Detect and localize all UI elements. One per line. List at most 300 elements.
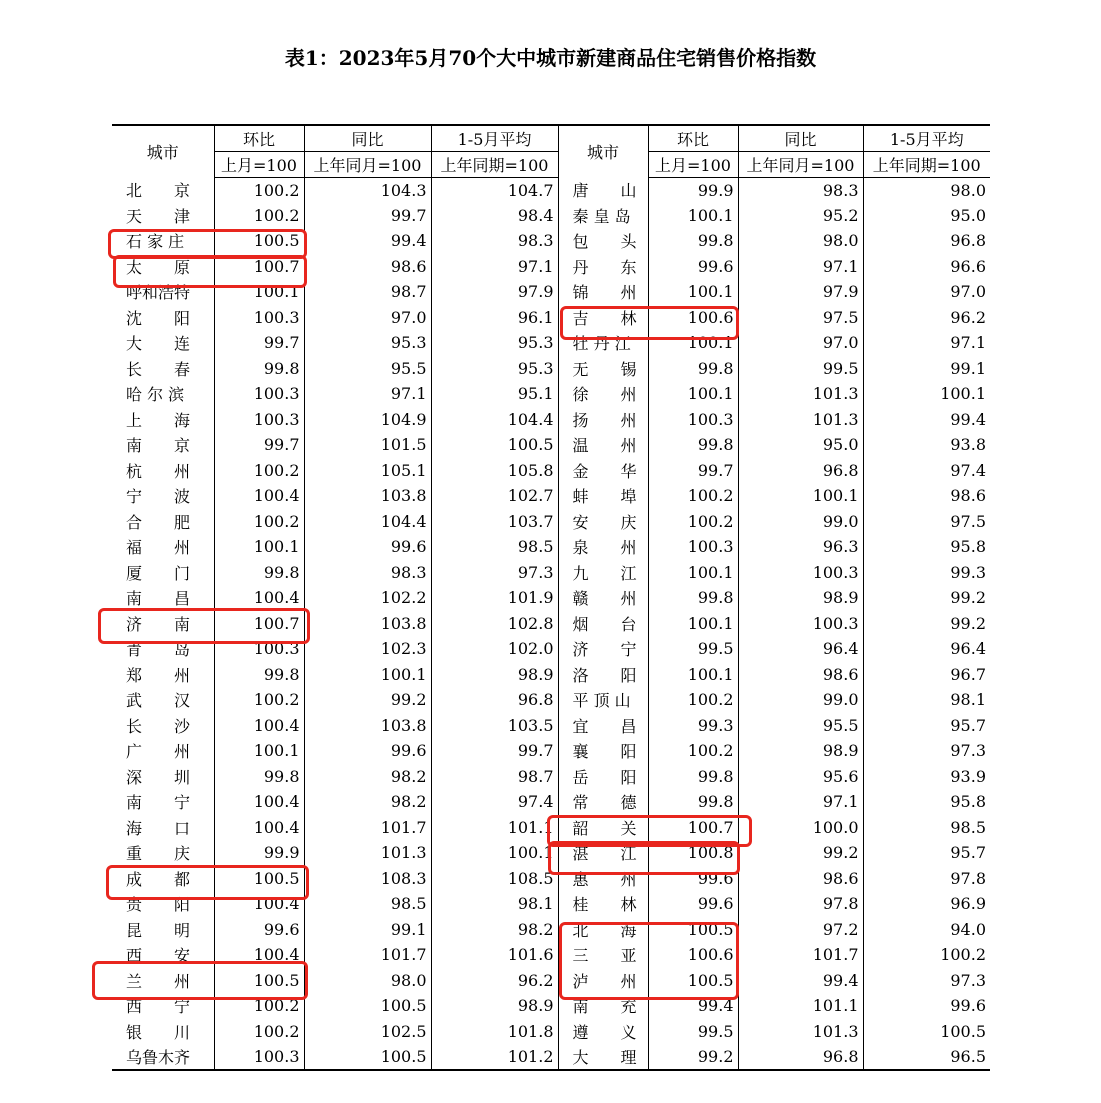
mom-cell: 99.4 — [648, 993, 738, 1019]
mom-cell: 99.8 — [648, 356, 738, 382]
table-row — [112, 381, 990, 407]
mom-cell: 100.1 — [648, 611, 738, 637]
yoy-cell: 100.0 — [738, 815, 863, 841]
city-cell: 宁 波 — [112, 483, 214, 509]
city-cell: 杭 州 — [112, 458, 214, 484]
avg-cell: 97.5 — [950, 511, 986, 531]
table-row — [112, 968, 990, 994]
avg-cell: 98.7 — [431, 764, 558, 790]
avg-cell: 97.3 — [431, 560, 558, 586]
avg-cell: 95.8 — [950, 537, 986, 557]
yoy-cell: 98.9 — [738, 585, 863, 611]
mom-cell: 100.6 — [648, 305, 738, 331]
table-row — [112, 687, 990, 713]
mom-cell: 99.5 — [648, 636, 738, 662]
table-row — [112, 738, 990, 764]
yoy-cell: 101.1 — [738, 993, 863, 1019]
mom-cell: 99.6 — [648, 254, 738, 280]
yoy-cell: 95.3 — [304, 330, 431, 356]
mom-cell: 100.1 — [214, 534, 304, 560]
mom-cell: 99.8 — [648, 432, 738, 458]
header-yoy-base: 上年同月=100 — [304, 151, 431, 177]
yoy-cell: 99.6 — [304, 738, 431, 764]
table-row — [112, 560, 990, 586]
table-row — [112, 611, 990, 637]
city-cell: 太 原 — [112, 254, 214, 280]
yoy-cell: 99.0 — [738, 687, 863, 713]
mom-cell: 100.5 — [214, 968, 304, 994]
mom-cell: 99.7 — [648, 458, 738, 484]
avg-cell: 95.3 — [431, 356, 558, 382]
avg-cell: 108.5 — [431, 866, 558, 892]
mom-cell: 99.3 — [648, 713, 738, 739]
city-cell: 青 岛 — [112, 636, 214, 662]
city-cell: 深 圳 — [112, 764, 214, 790]
city-cell: 南 充 — [558, 993, 648, 1019]
city-cell: 无 锡 — [558, 356, 648, 382]
yoy-cell: 101.7 — [304, 815, 431, 841]
yoy-cell: 100.1 — [304, 662, 431, 688]
avg-cell: 104.7 — [431, 177, 558, 203]
city-cell: 武 汉 — [112, 687, 214, 713]
table-row — [112, 789, 990, 815]
mom-cell: 100.2 — [214, 509, 304, 535]
yoy-cell: 99.4 — [738, 968, 863, 994]
table-row — [112, 1019, 990, 1045]
yoy-cell: 101.5 — [304, 432, 431, 458]
yoy-cell: 96.8 — [738, 1044, 863, 1070]
table-row — [112, 203, 990, 229]
yoy-cell: 98.6 — [738, 866, 863, 892]
avg-cell: 102.0 — [431, 636, 558, 662]
table-row — [112, 866, 990, 892]
avg-cell: 97.3 — [950, 970, 986, 990]
avg-cell: 96.7 — [950, 664, 986, 684]
mom-cell: 100.3 — [214, 305, 304, 331]
avg-cell: 95.3 — [431, 330, 558, 356]
mom-cell: 100.2 — [648, 687, 738, 713]
mom-cell: 100.4 — [214, 713, 304, 739]
city-cell: 重 庆 — [112, 840, 214, 866]
avg-cell: 97.1 — [950, 333, 986, 353]
yoy-cell: 97.1 — [738, 254, 863, 280]
city-cell: 哈 尔 滨 — [112, 381, 214, 407]
yoy-cell: 101.3 — [304, 840, 431, 866]
yoy-cell: 102.2 — [304, 585, 431, 611]
table-row — [112, 483, 990, 509]
city-cell: 泉 州 — [558, 534, 648, 560]
avg-cell: 98.1 — [431, 891, 558, 917]
avg-cell: 97.4 — [950, 460, 986, 480]
yoy-cell: 98.9 — [738, 738, 863, 764]
city-cell: 西 宁 — [112, 993, 214, 1019]
mom-cell: 100.2 — [648, 738, 738, 764]
avg-cell: 95.0 — [950, 205, 986, 225]
header-city-right: 城市 — [558, 125, 648, 177]
city-cell: 秦 皇 岛 — [558, 203, 648, 229]
city-cell: 南 京 — [112, 432, 214, 458]
mom-cell: 99.8 — [648, 789, 738, 815]
yoy-cell: 99.6 — [304, 534, 431, 560]
avg-cell: 100.2 — [940, 945, 986, 965]
avg-cell: 98.3 — [431, 228, 558, 254]
yoy-cell: 98.2 — [304, 764, 431, 790]
city-cell: 金 华 — [558, 458, 648, 484]
table-row — [112, 458, 990, 484]
table-row — [112, 917, 990, 943]
city-cell: 丹 东 — [558, 254, 648, 280]
table-row — [112, 228, 990, 254]
yoy-cell: 100.3 — [738, 560, 863, 586]
city-cell: 岳 阳 — [558, 764, 648, 790]
avg-cell: 97.3 — [950, 741, 986, 761]
city-cell: 包 头 — [558, 228, 648, 254]
yoy-cell: 98.3 — [738, 177, 863, 203]
mom-cell: 100.7 — [214, 254, 304, 280]
mom-cell: 99.2 — [648, 1044, 738, 1070]
yoy-cell: 98.2 — [304, 789, 431, 815]
table-row — [112, 840, 990, 866]
avg-cell: 97.9 — [431, 279, 558, 305]
avg-cell: 101.6 — [431, 942, 558, 968]
yoy-cell: 98.6 — [738, 662, 863, 688]
yoy-cell: 99.2 — [304, 687, 431, 713]
avg-cell: 99.2 — [950, 588, 986, 608]
avg-cell: 99.7 — [431, 738, 558, 764]
city-cell: 上 海 — [112, 407, 214, 433]
mom-cell: 100.4 — [214, 815, 304, 841]
yoy-cell: 97.5 — [738, 305, 863, 331]
mom-cell: 99.8 — [648, 228, 738, 254]
mom-cell: 100.5 — [214, 866, 304, 892]
city-cell: 长 沙 — [112, 713, 214, 739]
city-cell: 厦 门 — [112, 560, 214, 586]
city-cell: 福 州 — [112, 534, 214, 560]
yoy-cell: 97.1 — [738, 789, 863, 815]
avg-cell: 96.2 — [431, 968, 558, 994]
avg-cell: 101.9 — [431, 585, 558, 611]
yoy-cell: 101.3 — [738, 407, 863, 433]
avg-cell: 97.0 — [950, 282, 986, 302]
mom-cell: 100.3 — [648, 534, 738, 560]
mom-cell: 100.8 — [648, 840, 738, 866]
city-cell: 桂 林 — [558, 891, 648, 917]
city-cell: 沈 阳 — [112, 305, 214, 331]
yoy-cell: 100.5 — [304, 1044, 431, 1070]
avg-cell: 103.7 — [431, 509, 558, 535]
avg-cell: 98.9 — [431, 662, 558, 688]
mom-cell: 100.2 — [214, 687, 304, 713]
mom-cell: 100.2 — [648, 483, 738, 509]
city-cell: 韶 关 — [558, 815, 648, 841]
header-mom-base-right: 上月=100 — [648, 151, 738, 177]
mom-cell: 100.1 — [648, 560, 738, 586]
avg-cell: 95.7 — [950, 715, 986, 735]
mom-cell: 100.2 — [214, 203, 304, 229]
header-yoy-right: 同比 — [738, 125, 863, 151]
city-cell: 大 连 — [112, 330, 214, 356]
table-row — [112, 662, 990, 688]
city-cell: 北 海 — [558, 917, 648, 943]
city-cell: 昆 明 — [112, 917, 214, 943]
mom-cell: 100.3 — [214, 407, 304, 433]
avg-cell: 98.0 — [950, 180, 986, 200]
yoy-cell: 100.3 — [738, 611, 863, 637]
yoy-cell: 101.7 — [304, 942, 431, 968]
yoy-cell: 97.8 — [738, 891, 863, 917]
yoy-cell: 95.6 — [738, 764, 863, 790]
city-cell: 洛 阳 — [558, 662, 648, 688]
mom-cell: 99.8 — [214, 662, 304, 688]
table-row — [112, 254, 990, 280]
mom-cell: 100.4 — [214, 585, 304, 611]
yoy-cell: 103.8 — [304, 611, 431, 637]
city-cell: 安 庆 — [558, 509, 648, 535]
city-cell: 长 春 — [112, 356, 214, 382]
avg-cell: 100.5 — [940, 1021, 986, 1041]
table-row — [112, 356, 990, 382]
mom-cell: 100.2 — [214, 1019, 304, 1045]
yoy-cell: 97.0 — [738, 330, 863, 356]
avg-cell: 96.6 — [950, 256, 986, 276]
yoy-cell: 104.9 — [304, 407, 431, 433]
avg-cell: 100.1 — [431, 840, 558, 866]
city-cell: 惠 州 — [558, 866, 648, 892]
mom-cell: 99.8 — [214, 356, 304, 382]
city-cell: 北 京 — [112, 177, 214, 203]
city-cell: 常 德 — [558, 789, 648, 815]
city-cell: 徐 州 — [558, 381, 648, 407]
yoy-cell: 99.5 — [738, 356, 863, 382]
yoy-cell: 100.1 — [738, 483, 863, 509]
city-cell: 呼和浩特 — [112, 279, 214, 305]
avg-cell: 93.9 — [950, 766, 986, 786]
avg-cell: 97.1 — [431, 254, 558, 280]
page-title: 表1：2023年5月70个大中城市新建商品住宅销售价格指数 — [284, 46, 817, 70]
mom-cell: 100.1 — [648, 330, 738, 356]
yoy-cell: 95.2 — [738, 203, 863, 229]
mom-cell: 100.5 — [648, 917, 738, 943]
mom-cell: 100.4 — [214, 942, 304, 968]
yoy-cell: 98.5 — [304, 891, 431, 917]
mom-cell: 100.4 — [214, 891, 304, 917]
mom-cell: 100.1 — [214, 279, 304, 305]
city-cell: 石 家 庄 — [112, 228, 214, 254]
city-cell: 成 都 — [112, 866, 214, 892]
mom-cell: 99.8 — [214, 764, 304, 790]
mom-cell: 99.7 — [214, 432, 304, 458]
table-row — [112, 279, 990, 305]
city-cell: 济 宁 — [558, 636, 648, 662]
mom-cell: 100.1 — [648, 203, 738, 229]
city-cell: 锦 州 — [558, 279, 648, 305]
avg-cell: 98.4 — [431, 203, 558, 229]
mom-cell: 99.8 — [648, 585, 738, 611]
avg-cell: 97.4 — [431, 789, 558, 815]
mom-cell: 100.1 — [214, 738, 304, 764]
table-row — [112, 942, 990, 968]
city-cell: 西 安 — [112, 942, 214, 968]
yoy-cell: 97.2 — [738, 917, 863, 943]
city-cell: 南 宁 — [112, 789, 214, 815]
mom-cell: 100.5 — [214, 228, 304, 254]
city-cell: 九 江 — [558, 560, 648, 586]
avg-cell: 99.6 — [950, 996, 986, 1016]
city-cell: 南 昌 — [112, 585, 214, 611]
mom-cell: 99.6 — [648, 866, 738, 892]
yoy-cell: 98.3 — [304, 560, 431, 586]
avg-cell: 99.2 — [950, 613, 986, 633]
header-avg-base-right: 上年同期=100 — [863, 151, 990, 177]
yoy-cell: 104.4 — [304, 509, 431, 535]
city-cell: 赣 州 — [558, 585, 648, 611]
yoy-cell: 97.9 — [738, 279, 863, 305]
city-cell: 扬 州 — [558, 407, 648, 433]
city-cell: 银 川 — [112, 1019, 214, 1045]
city-cell: 蚌 埠 — [558, 483, 648, 509]
table-row — [112, 534, 990, 560]
avg-cell: 101.1 — [431, 815, 558, 841]
yoy-cell: 96.8 — [738, 458, 863, 484]
mom-cell: 100.2 — [648, 509, 738, 535]
yoy-cell: 103.8 — [304, 713, 431, 739]
city-cell: 宜 昌 — [558, 713, 648, 739]
mom-cell: 100.3 — [214, 1044, 304, 1070]
yoy-cell: 96.4 — [738, 636, 863, 662]
avg-cell: 96.5 — [863, 1044, 990, 1070]
table-row — [112, 764, 990, 790]
mom-cell: 100.4 — [214, 483, 304, 509]
mom-cell: 100.2 — [214, 177, 304, 203]
header-mom-right: 环比 — [648, 125, 738, 151]
city-cell: 温 州 — [558, 432, 648, 458]
city-cell: 湛 江 — [558, 840, 648, 866]
mom-cell: 100.5 — [648, 968, 738, 994]
avg-cell: 93.8 — [950, 435, 986, 455]
yoy-cell: 98.0 — [304, 968, 431, 994]
avg-cell: 100.1 — [940, 384, 986, 404]
yoy-cell: 99.1 — [304, 917, 431, 943]
table-row — [112, 432, 990, 458]
city-cell: 牡 丹 江 — [558, 330, 648, 356]
mom-cell: 100.7 — [648, 815, 738, 841]
header-city: 城市 — [112, 125, 214, 177]
city-cell: 吉 林 — [558, 305, 648, 331]
table-row — [112, 509, 990, 535]
avg-cell: 96.8 — [950, 231, 986, 251]
mom-cell: 100.7 — [214, 611, 304, 637]
avg-cell: 96.9 — [950, 894, 986, 914]
mom-cell: 99.8 — [648, 764, 738, 790]
avg-cell: 99.3 — [950, 562, 986, 582]
mom-cell: 100.4 — [214, 789, 304, 815]
city-cell: 贵 阳 — [112, 891, 214, 917]
mom-cell: 100.3 — [214, 636, 304, 662]
yoy-cell: 101.3 — [738, 381, 863, 407]
city-cell: 乌鲁木齐 — [112, 1044, 214, 1070]
mom-cell: 100.1 — [648, 662, 738, 688]
avg-cell: 99.4 — [950, 409, 986, 429]
mom-cell: 100.2 — [214, 993, 304, 1019]
city-cell: 遵 义 — [558, 1019, 648, 1045]
avg-cell: 103.5 — [431, 713, 558, 739]
header-avg-right: 1-5月平均 — [863, 125, 990, 151]
city-cell: 海 口 — [112, 815, 214, 841]
mom-cell: 99.8 — [214, 560, 304, 586]
mom-cell: 100.2 — [214, 458, 304, 484]
table-row — [112, 330, 990, 356]
avg-cell: 96.8 — [431, 687, 558, 713]
avg-cell: 99.1 — [950, 358, 986, 378]
avg-cell: 96.4 — [950, 639, 986, 659]
avg-cell: 95.8 — [950, 792, 986, 812]
table-row — [112, 407, 990, 433]
mom-cell: 100.1 — [648, 381, 738, 407]
avg-cell: 101.8 — [431, 1019, 558, 1045]
avg-cell: 97.8 — [950, 868, 986, 888]
mom-cell: 100.3 — [648, 407, 738, 433]
yoy-cell: 100.5 — [304, 993, 431, 1019]
city-cell: 广 州 — [112, 738, 214, 764]
yoy-cell: 95.5 — [304, 356, 431, 382]
yoy-cell: 103.8 — [304, 483, 431, 509]
yoy-cell: 101.3 — [738, 1019, 863, 1045]
yoy-cell: 97.1 — [304, 381, 431, 407]
avg-cell: 98.1 — [950, 690, 986, 710]
city-cell: 襄 阳 — [558, 738, 648, 764]
yoy-cell: 98.6 — [304, 254, 431, 280]
yoy-cell: 99.2 — [738, 840, 863, 866]
mom-cell: 99.6 — [648, 891, 738, 917]
yoy-cell: 108.3 — [304, 866, 431, 892]
header-yoy: 同比 — [304, 125, 431, 151]
yoy-cell: 99.7 — [304, 203, 431, 229]
yoy-cell: 102.3 — [304, 636, 431, 662]
yoy-cell: 101.7 — [738, 942, 863, 968]
yoy-cell: 98.0 — [738, 228, 863, 254]
table-row — [112, 891, 990, 917]
table-row — [112, 585, 990, 611]
city-cell: 三 亚 — [558, 942, 648, 968]
avg-cell: 102.8 — [431, 611, 558, 637]
city-cell: 大 理 — [558, 1044, 648, 1070]
header-mom: 环比 — [214, 125, 304, 151]
avg-cell: 98.5 — [950, 817, 986, 837]
table-row — [112, 636, 990, 662]
yoy-cell: 99.4 — [304, 228, 431, 254]
city-cell: 兰 州 — [112, 968, 214, 994]
yoy-cell: 96.3 — [738, 534, 863, 560]
avg-cell: 102.7 — [431, 483, 558, 509]
header-avg-base: 上年同期=100 — [431, 151, 558, 177]
avg-cell: 96.2 — [950, 307, 986, 327]
mom-cell: 99.9 — [214, 840, 304, 866]
header-mom-base: 上月=100 — [214, 151, 304, 177]
city-cell: 烟 台 — [558, 611, 648, 637]
table-row — [112, 305, 990, 331]
city-cell: 唐 山 — [558, 177, 648, 203]
yoy-cell: 105.1 — [304, 458, 431, 484]
table-row — [112, 713, 990, 739]
mom-cell: 99.9 — [648, 177, 738, 203]
yoy-cell: 97.0 — [304, 305, 431, 331]
city-cell: 济 南 — [112, 611, 214, 637]
header-avg: 1-5月平均 — [431, 125, 558, 151]
avg-cell: 94.0 — [950, 919, 986, 939]
yoy-cell: 104.3 — [304, 177, 431, 203]
city-cell: 合 肥 — [112, 509, 214, 535]
city-cell: 郑 州 — [112, 662, 214, 688]
